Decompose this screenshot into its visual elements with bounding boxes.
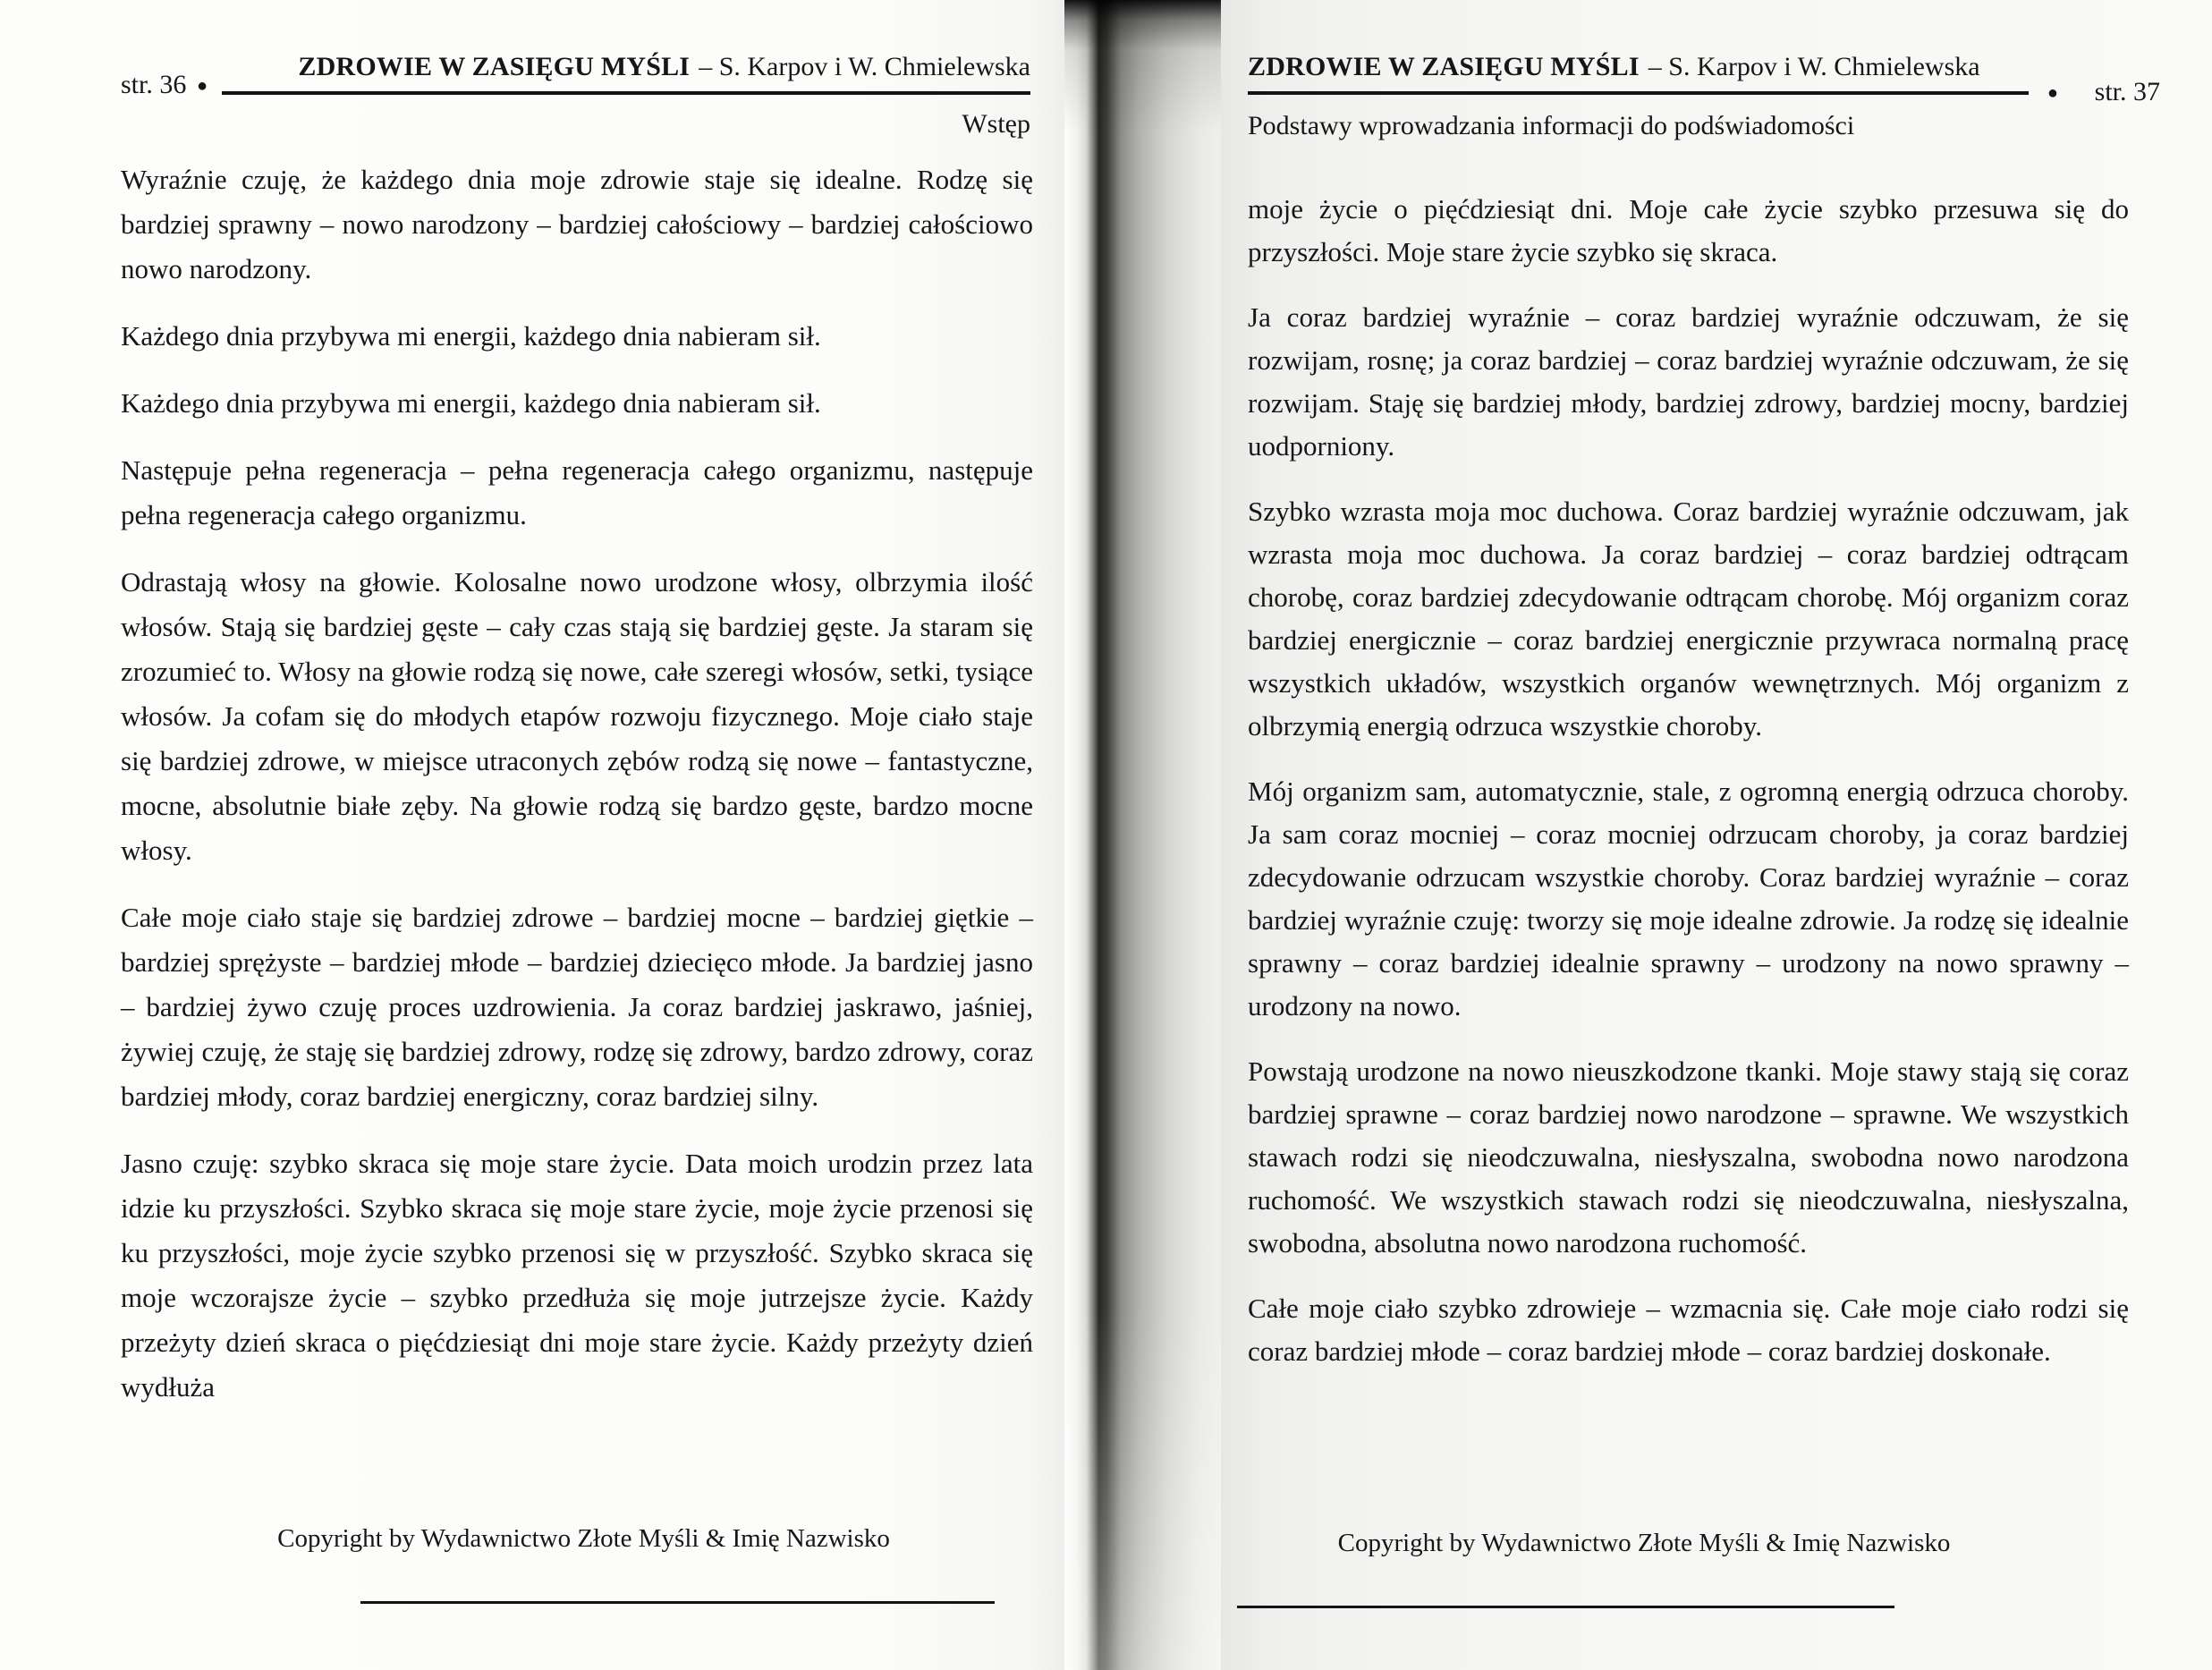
binding-gutter-shadow	[1064, 0, 1221, 1670]
page-left	[0, 0, 1064, 1670]
footer-rule-left	[360, 1601, 995, 1604]
paragraph: Każdego dnia przybywa mi energii, każdego dnia nabieram sił.	[121, 320, 821, 352]
page-right-header	[1221, 0, 2212, 165]
footer-rule-right	[1237, 1606, 1894, 1608]
paragraph: Mój organizm sam, automatycznie, stale, z ogromną energią odrzuca choroby. Ja sam coraz mocniej – coraz mocniej odrzucam choroby, ja coraz bardziej zdecydowanie odrzucam wszystkie choroby. Coraz bardziej wyraźnie – coraz bardziej wyraźnie czuję: tworzy się moje idealne zdrowie. Ja rodzę się idealnie sprawny – coraz bardziej idealnie sprawny – urodzony na nowo sprawny – urodzony na nowo.	[1248, 776, 2129, 1021]
paragraph: moje życie o pięćdziesiąt dni. Moje całe życie szybko przesuwa się do przyszłości. Moje stare życie szybko się skraca.	[1248, 193, 2129, 267]
book-authors: – S. Karpov i W. Chmielewska	[699, 52, 1030, 81]
header-rule-left	[222, 91, 1030, 95]
paragraph: Całe moje ciało szybko zdrowieje – wzmacnia się. Całe moje ciało rodzi się coraz bardziej młode – coraz bardziej młode – coraz bardziej doskonałe.	[1248, 1293, 2129, 1367]
running-head-right	[1248, 52, 1980, 82]
chapter-label-left: Wstęp	[962, 109, 1030, 139]
paragraph: Całe moje ciało staje się bardziej zdrowe – bardziej mocne – bardziej giętkie – bardziej sprężyste – bardziej młode – bardziej dziecięco młode. Ja bardziej jasno – bardziej żywo czuję proces uzdrowienia. Ja coraz bardziej jaskrawo, jaśniej, żywiej czuję, że staję się bardziej zdrowy, rodzę się zdrowy, bardzo zdrowy, coraz bardziej młody, coraz bardziej energiczny, coraz bardziej silny.	[121, 902, 1033, 1112]
page-left-header	[0, 0, 1064, 165]
paragraph: Jasno czuję: szybko skraca się moje stare życie. Data moich urodzin przez lata idzie ku przyszłości. Szybko skraca się moje stare życie, moje życie przenosi się ku przyszłości, moje życie szybko przenosi się w przyszłość. Szybko skraca się moje wczorajsze życie – szybko przedłuża się moje jutrzejsze życie. Każdy przeżyty dzień skraca o pięćdziesiąt dni moje stare życie. Każdy przeżyty dzień wydłuża	[121, 1148, 1033, 1403]
paragraph: Wyraźnie czuję, że każdego dnia moje zdrowie staje się idealne. Rodzę się bardziej sprawny – nowo narodzony – bardziej całościowy – bardziej całościowo nowo narodzony.	[121, 164, 1033, 284]
header-bullet-left: ●	[197, 76, 208, 96]
paragraph: Następuje pełna regeneracja – pełna regeneracja całego organizmu, następuje pełna regeneracja całego organizmu.	[121, 454, 1033, 530]
page-number-right: str. 37	[2094, 77, 2160, 106]
header-rule-right	[1248, 91, 2029, 95]
header-bullet-right: ●	[2047, 83, 2058, 103]
book-title: ZDROWIE W ZASIĘGU MYŚLI	[1248, 52, 1640, 81]
paragraph: Odrastają włosy na głowie. Kolosalne nowo urodzone włosy, olbrzymia ilość włosów. Stają się bardziej gęste – cały czas stają się bardziej gęste. Ja staram się zrozumieć to. Włosy na głowie rodzą się nowe, całe szeregi włosów, setki, tysiące włosów. Ja cofam się do młodych etapów rozwoju fizycznego. Moje ciało staje się bardziej zdrowe, w miejsce utraconych zębów rodzą się nowe – fantastyczne, mocne, absolutnie białe zęby. Na głowie rodzą się bardzo gęste, bardzo mocne włosy.	[121, 566, 1033, 866]
paragraph: Ja coraz bardziej wyraźnie – coraz bardziej wyraźnie odczuwam, że się rozwijam, rosnę; ja coraz bardziej – coraz bardziej wyraźnie odczuwam, że się rozwijam. Staję się bardziej młody, bardziej zdrowy, bardziej mocny, bardziej uodporniony.	[1248, 301, 2129, 462]
paragraph: Każdego dnia przybywa mi energii, każdego dnia nabieram sił.	[121, 387, 821, 419]
copyright-left: Copyright by Wydawnictwo Złote Myśli & Imię Nazwisko	[277, 1524, 890, 1553]
page-number-left: str. 36	[121, 70, 187, 99]
paragraph: Szybko wzrasta moja moc duchowa. Coraz bardziej wyraźnie odczuwam, jak wzrasta moja moc duchowa. Ja coraz bardziej – coraz bardziej odtrącam chorobę, coraz bardziej zdecydowanie odtrącam chorobę. Mój organizm coraz bardziej energicznie – coraz bardziej energicznie przywraca normalną pracę wszystkich układów, wszystkich organów wewnętrznych. Mój organizm z olbrzymią energią odrzuca wszystkie choroby.	[1248, 496, 2129, 742]
page-left-body	[121, 157, 1033, 1432]
book-authors: – S. Karpov i W. Chmielewska	[1648, 52, 1980, 81]
page-left-footer	[139, 1510, 1029, 1554]
book-title: ZDROWIE W ZASIĘGU MYŚLI	[298, 52, 691, 81]
page-right	[1221, 0, 2212, 1670]
page-right-body	[1248, 188, 2129, 1395]
running-head-left	[298, 52, 1030, 82]
page-right-footer	[1210, 1514, 2078, 1558]
copyright-right: Copyright by Wydawnictwo Złote Myśli & Imię Nazwisko	[1337, 1529, 1951, 1557]
paragraph: Powstają urodzone na nowo nieuszkodzone tkanki. Moje stawy stają się coraz bardziej sprawne – coraz bardziej nowo narodzone – sprawne. We wszystkich stawach rodzi się nieodczuwalna, niesłyszalna, swobodna nowo narodzona ruchomość. We wszystkich stawach rodzi się nieodczuwalna, niesłyszalna, swobodna, absolutna nowo narodzona ruchomość.	[1248, 1055, 2129, 1259]
chapter-label-right: Podstawy wprowadzania informacji do podświadomości	[1248, 111, 1855, 140]
